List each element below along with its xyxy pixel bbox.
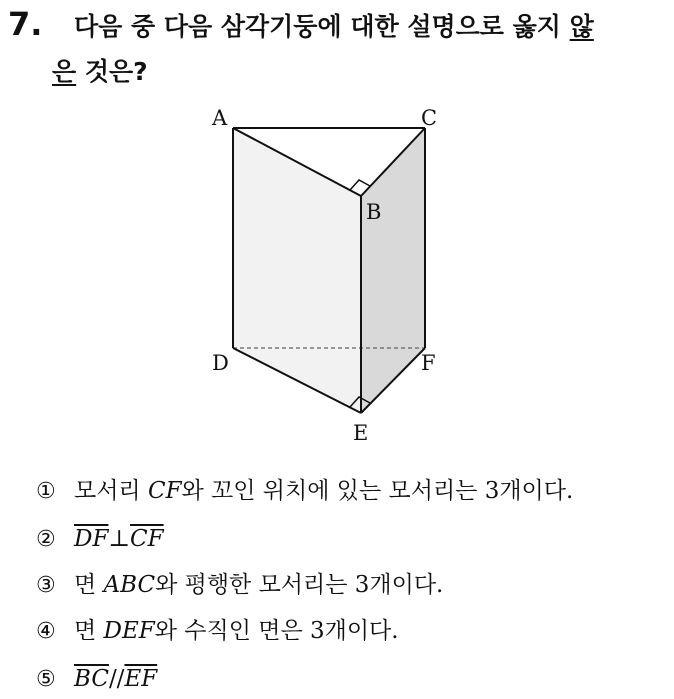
choice-text: 모서리: [74, 478, 148, 504]
math-edge: CF: [147, 478, 182, 504]
choice-text: 면: [74, 618, 104, 644]
choice-text: 와 수직인 면은 3개이다.: [154, 618, 399, 644]
vertex-label-C: C: [421, 106, 438, 130]
choice-number: ①: [36, 479, 56, 504]
operator: ⊥: [108, 526, 131, 552]
question-number: 7.: [8, 5, 43, 43]
operator: //: [108, 666, 125, 692]
choice-2[interactable]: [36, 524, 164, 555]
segment: $\overline{BC}$: [74, 666, 109, 692]
segment: $\overline{DF}$: [74, 526, 109, 552]
underlined-word: 은: [52, 57, 77, 86]
vertex-label-A: A: [212, 106, 228, 130]
segment: $\overline{EF}$: [124, 666, 158, 692]
choice-4[interactable]: [36, 616, 399, 647]
choice-number: ②: [36, 527, 56, 552]
question-text-part: 것은?: [76, 57, 148, 86]
choice-text: 와 평행한 모서리는 3개이다.: [155, 572, 444, 598]
vertex-label-F: F: [421, 351, 436, 375]
math-face: ABC: [103, 572, 156, 598]
choice-text: 와 꼬인 위치에 있는 모서리는 3개이다.: [181, 478, 574, 504]
math-face: DEF: [103, 618, 155, 644]
prism-right-face: [361, 128, 425, 413]
choice-3[interactable]: [36, 570, 443, 601]
question-text-part: 다음 중 다음 삼각기둥에 대한 설명으로 옳지: [74, 12, 570, 41]
choice-text: 면: [74, 572, 104, 598]
choice-5[interactable]: [36, 664, 157, 695]
choice-number: ⑤: [36, 667, 56, 692]
vertex-label-B: B: [366, 200, 382, 224]
segment: $\overline{CF}$: [130, 526, 164, 552]
choice-number: ③: [36, 573, 56, 598]
prism-left-face: [233, 128, 361, 413]
underlined-word: 않: [569, 12, 594, 41]
choice-1[interactable]: [36, 476, 573, 507]
choice-number: ④: [36, 619, 56, 644]
vertex-label-E: E: [353, 421, 369, 445]
vertex-label-D: D: [212, 351, 229, 375]
